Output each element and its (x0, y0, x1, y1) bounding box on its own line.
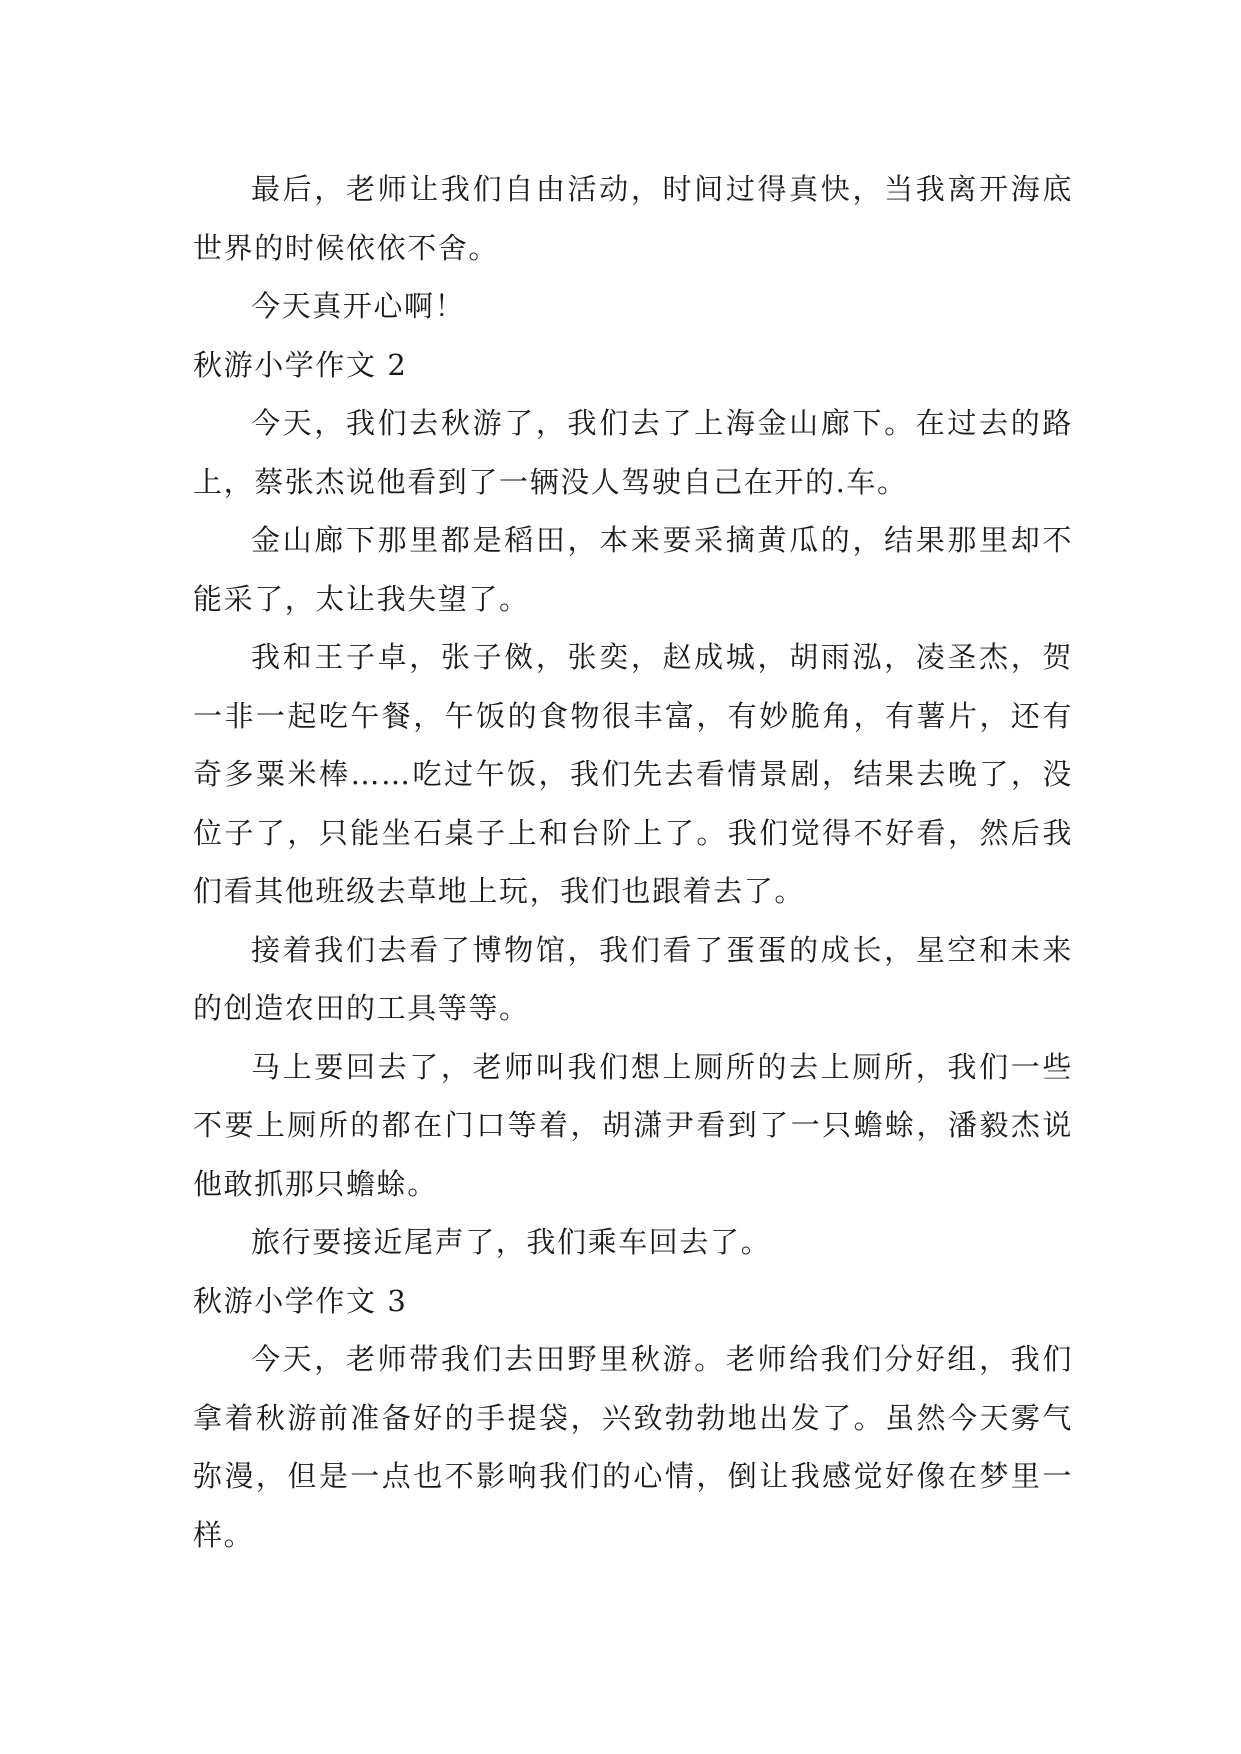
paragraph: 我和王子卓，张子傚，张奕，赵成城，胡雨泓，凌圣杰，贺一非一起吃午餐，午饭的食物很丰富，有妙脆角，有薯片，还有奇多粟米棒……吃过午饭，我们先去看情景剧，结果去晚了，没位子了，只能坐石桌子上和台阶上了。我们觉得不好看，然后我们看其他班级去草地上玩，我们也跟着去了。 (193, 640, 1073, 908)
paragraph: 马上要回去了，老师叫我们想上厕所的去上厕所，我们一些不要上厕所的都在门口等着，胡潇尹看到了一只蟾蜍，潘毅杰说他敢抓那只蟾蜍。 (193, 1049, 1073, 1201)
paragraph: 接着我们去看了博物馆，我们看了蛋蛋的成长，星空和未来的创造农田的工具等等。 (193, 932, 1073, 1025)
paragraph: 今天，我们去秋游了，我们去了上海金山廊下。在过去的路上，蔡张杰说他看到了一辆没人驾驶自己在开的.车。 (193, 406, 1073, 499)
paragraph: 金山廊下那里都是稻田，本来要采摘黄瓜的，结果那里却不能采了，太让我失望了。 (193, 523, 1073, 616)
section-heading: 秋游小学作文 3 (193, 1283, 408, 1318)
paragraph: 最后，老师让我们自由活动，时间过得真快，当我离开海底世界的时候依依不舍。 (193, 172, 1073, 265)
paragraph: 今天真开心啊！ (251, 289, 466, 323)
paragraph: 旅行要接近尾声了，我们乘车回去了。 (251, 1225, 772, 1259)
paragraph: 今天，老师带我们去田野里秋游。老师给我们分好组，我们拿着秋游前准备好的手提袋，兴致勃勃地出发了。虽然今天雾气弥漫，但是一点也不影响我们的心情，倒让我感觉好像在梦里一样。 (193, 1342, 1073, 1552)
section-heading: 秋游小学作文 2 (193, 347, 408, 382)
document-body (193, 160, 1073, 1564)
